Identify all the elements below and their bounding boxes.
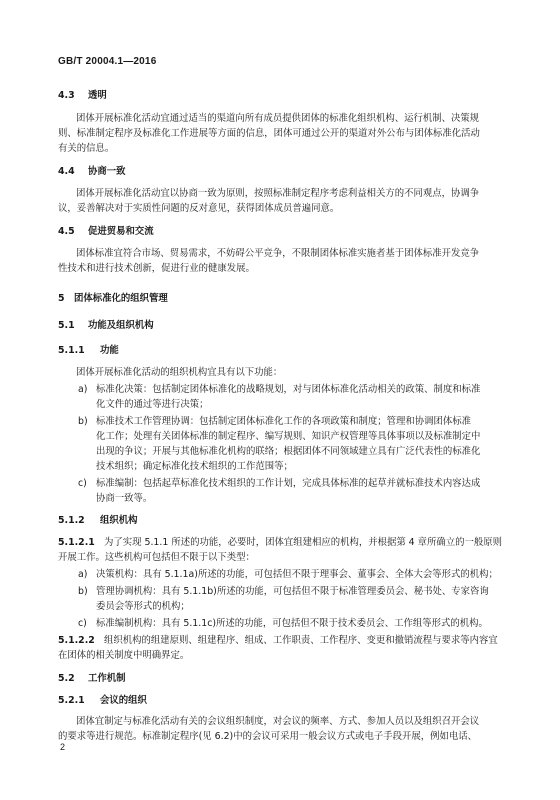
section-number: 4.3	[58, 90, 75, 101]
section-heading-5-2-1	[58, 693, 147, 708]
chapter-heading-5	[58, 291, 168, 306]
page-number: 2	[60, 742, 66, 752]
section-title: 促进贸易和交流	[88, 226, 154, 237]
section-title: 会议的组织	[100, 695, 147, 706]
paragraph-line: 在团体的相关制度中明确界定。	[58, 650, 190, 661]
list-label: c)	[78, 618, 87, 629]
section-number: 4.5	[58, 226, 75, 237]
list-line: 决策机构：具有 5.1.1a)所述的功能，可包括但不限于理事会、董事会、全体大会等形式的机构；	[96, 569, 498, 580]
section-number: 5.1.2	[58, 515, 85, 526]
section-title: 工作机制	[88, 673, 126, 684]
section-number: 4.4	[58, 166, 75, 177]
clause-number: 5.1.2.2	[58, 635, 95, 646]
paragraph-line: 开展工作。这些机构可包括但不限于以下类型：	[58, 552, 255, 563]
clause-paragraph	[58, 535, 502, 550]
list-line: 化工作；处理有关团体标准的制定程序、编写规则、知识产权管理等具体事项以及标准制定中	[96, 431, 481, 442]
paragraph-line: 则、标准制定程序及标准化工作进展等方面的信息，团体可通过公开的渠道对外公布与团体标准化活动	[58, 128, 480, 139]
section-number: 5.2	[58, 673, 75, 684]
section-title: 团体标准化的组织管理	[74, 293, 168, 304]
list-line: 协商一致等。	[96, 493, 153, 504]
paragraph-line: 为了实现 5.1.1 所述的功能，必要时，团体宜组建相应的机构，并根据第 4 章所确立的一般原则	[104, 537, 502, 548]
paragraph-line: 有关的信息。	[58, 143, 115, 154]
clause-number: 5.1.2.1	[58, 537, 95, 548]
list-item	[78, 382, 480, 397]
list-label: c)	[78, 478, 87, 489]
list-label: b)	[78, 586, 88, 597]
paragraph-line: 团体开展标准化活动宜以协商一致为原则，按照标准制定程序考虑利益相关方的不同观点，协调争	[76, 188, 480, 199]
section-number: 5.1.1	[58, 345, 85, 356]
list-label: b)	[78, 416, 88, 427]
list-item	[78, 414, 471, 429]
list-line: 管理协调机构：具有 5.1.1b)所述的功能，可包括但不限于标准管理委员会、秘书处、专家咨询	[96, 586, 489, 597]
paragraph-line: 的要求等进行规范。标准制定程序(见 6.2)中的会议可采用一般会议方式或电子手段开展，例如电话、	[58, 731, 477, 742]
section-title: 功能	[100, 345, 119, 356]
section-heading-5-2	[58, 671, 126, 686]
list-line: 委员会等形式的机构；	[96, 601, 190, 612]
list-line: 技术组织；确定标准化技术组织的工作范围等；	[96, 461, 293, 472]
list-line: 标准化决策：包括制定团体标准化的战略规划，对与团体标准化活动相关的政策、制度和标准	[96, 384, 481, 395]
list-item	[78, 567, 498, 582]
list-line: 标准编制机构：具有 5.1.1c)所述的功能，可包括但不限于技术委员会、工作组等形式的机构。	[96, 618, 488, 629]
section-heading-5-1-1	[58, 343, 119, 358]
list-item	[78, 584, 489, 599]
list-item	[78, 476, 480, 491]
paragraph-line: 组织机构的组建原则、组建程序、组成、工作职责、工作程序、变更和撤销流程与要求等内容宜	[104, 635, 498, 646]
paragraph-line: 团体标准宜符合市场、贸易需求，不妨碍公平竞争，不限制团体标准实施者基于团体标准开发竞争	[76, 248, 480, 259]
list-label: a)	[78, 384, 88, 395]
section-heading-4-5	[58, 224, 154, 239]
list-line: 标准技术工作管理协调：包括制定团体标准化工作的各项政策和制度；管理和协调团体标准	[96, 416, 472, 427]
paragraph-line: 议，妥善解决对于实质性问题的反对意见，获得团体成员普遍同意。	[58, 203, 340, 214]
list-line: 标准编制：包括起草标准化技术组织的工作计划，完成具体标准的起草并就标准技术内容达成	[96, 478, 481, 489]
section-title: 协商一致	[88, 166, 126, 177]
list-label: a)	[78, 569, 88, 580]
section-number: 5	[58, 293, 65, 304]
paragraph-line: 团体开展标准化活动的组织机构宜具有以下功能：	[76, 367, 283, 378]
paragraph-line: 性技术和进行技术创新，促进行业的健康发展。	[58, 263, 255, 274]
clause-paragraph	[58, 633, 498, 648]
list-line: 出现的争议；开展与其他标准化机构的联络；根据团体不同领域建立具有广泛代表性的标准化	[96, 446, 481, 457]
list-item	[78, 616, 488, 631]
paragraph-line: 团体宜制定与标准化活动有关的会议组织制度，对会议的频率、方式、参加人员以及组织召开会议	[76, 716, 480, 727]
section-title: 组织机构	[100, 515, 138, 526]
section-number: 5.1	[58, 320, 75, 331]
section-heading-5-1	[58, 318, 154, 333]
section-number: 5.2.1	[58, 695, 85, 706]
standard-number: GB/T 20004.1—2016	[58, 56, 157, 67]
section-title: 功能及组织机构	[88, 320, 154, 331]
section-heading-4-4	[58, 164, 126, 179]
paragraph-line: 团体开展标准化活动宜通过适当的渠道向所有成员提供团体的标准化组织机构、运行机制、决策规	[76, 113, 480, 124]
section-heading-5-1-2	[58, 513, 138, 528]
section-heading-4-3	[58, 88, 107, 103]
list-line: 化文件的通过等进行决策；	[96, 399, 209, 410]
section-title: 透明	[88, 90, 107, 101]
